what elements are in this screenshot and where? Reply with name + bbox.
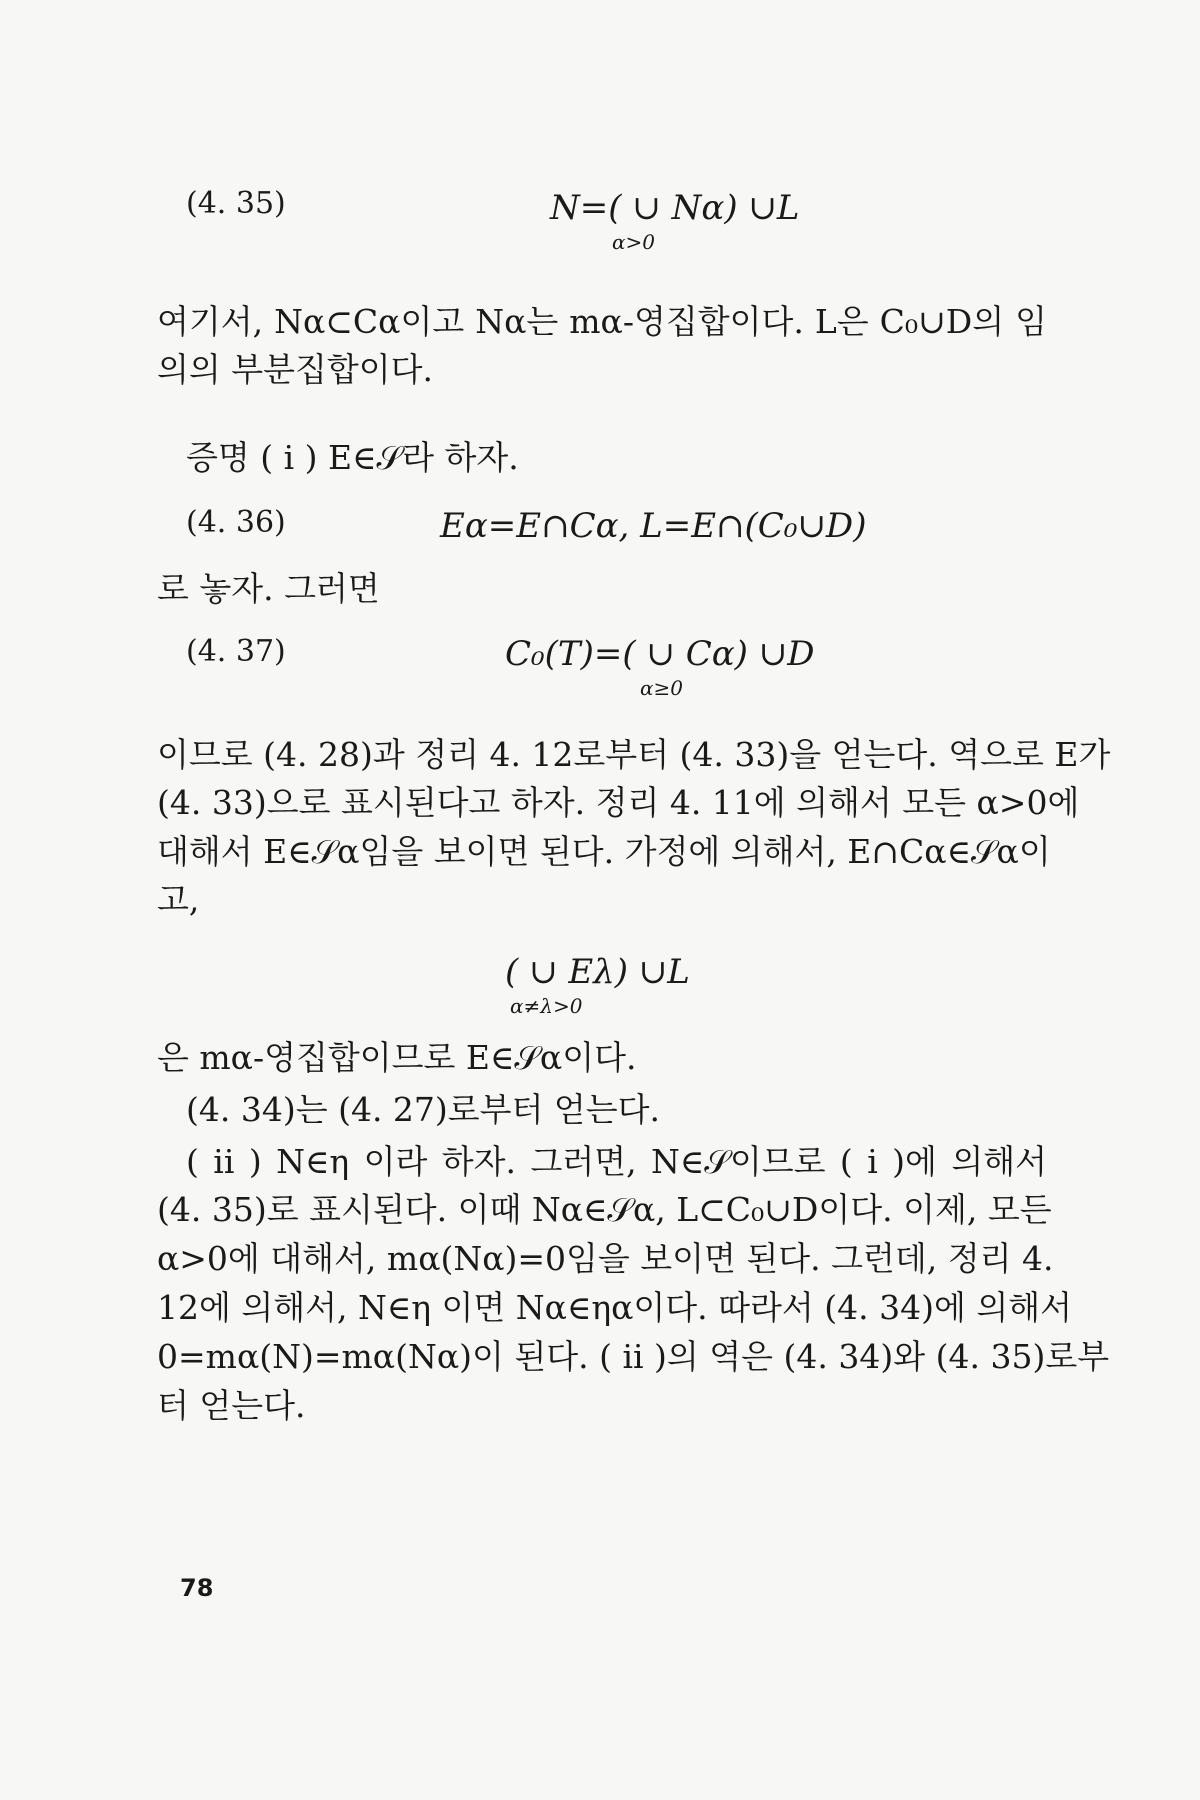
equation-4-37: C₀(T)=( ∪ Cα) ∪D [505,634,815,674]
proof-heading: 증명 ( i ) E∈𝒮라 하자. [186,438,519,477]
equation-number-4-35: (4. 35) [186,186,286,221]
equation-number-4-37: (4. 37) [186,634,286,669]
paragraph-line: (4. 33)으로 표시된다고 하자. 정리 4. 11에 의해서 모든 α>0에 [157,783,1080,822]
equation-union-subscript: α≠λ>0 [510,994,583,1018]
paragraph-line: (4. 35)로 표시된다. 이때 Nα∈𝒮α, L⊂C₀∪D이다. 이제, 모든 [157,1190,1052,1229]
page-number: 78 [180,1574,214,1602]
paragraph-line: 은 mα-영집합이므로 E∈𝒮α이다. [157,1038,637,1077]
paragraph-line: (4. 34)는 (4. 27)로부터 얻는다. [186,1090,661,1129]
equation-number-4-36: (4. 36) [186,505,286,540]
equation-4-35-subscript: α>0 [612,230,655,254]
paragraph-line: 로 놓자. 그러면 [157,569,380,608]
paragraph-line: α>0에 대해서, mα(Nα)=0임을 보이면 된다. 그런데, 정리 4. [157,1239,1054,1278]
paragraph-line: 의의 부분집합이다. [157,350,434,389]
paragraph-line: 0=mα(N)=mα(Nα)이 된다. ( ii )의 역은 (4. 34)와 (4. 35)로부 [157,1337,1110,1376]
paragraph-line: 여기서, Nα⊂Cα이고 Nα는 mα-영집합이다. L은 C₀∪D의 임 [157,302,1047,341]
equation-4-37-subscript: α≥0 [640,676,683,700]
equation-union: ( ∪ Eλ) ∪L [505,952,690,992]
equation-4-36: Eα=E∩Cα, L=E∩(C₀∪D) [440,506,867,546]
paragraph-line: 이므로 (4. 28)과 정리 4. 12로부터 (4. 33)을 얻는다. 역으로 E가 [157,735,1111,774]
paragraph-line: 고, [157,880,200,919]
paragraph-line: ( ii ) N∈η 이라 하자. 그러면, N∈𝒮이므로 ( i )에 의해서 [186,1142,1047,1181]
equation-4-35: N=( ∪ Nα) ∪L [550,188,800,228]
paragraph-line: 대해서 E∈𝒮α임을 보이면 된다. 가정에 의해서, E∩Cα∈𝒮α이 [157,832,1051,871]
paragraph-line: 12에 의해서, N∈η 이면 Nα∈ηα이다. 따라서 (4. 34)에 의해서 [157,1288,1073,1327]
paragraph-line: 터 얻는다. [157,1386,306,1425]
